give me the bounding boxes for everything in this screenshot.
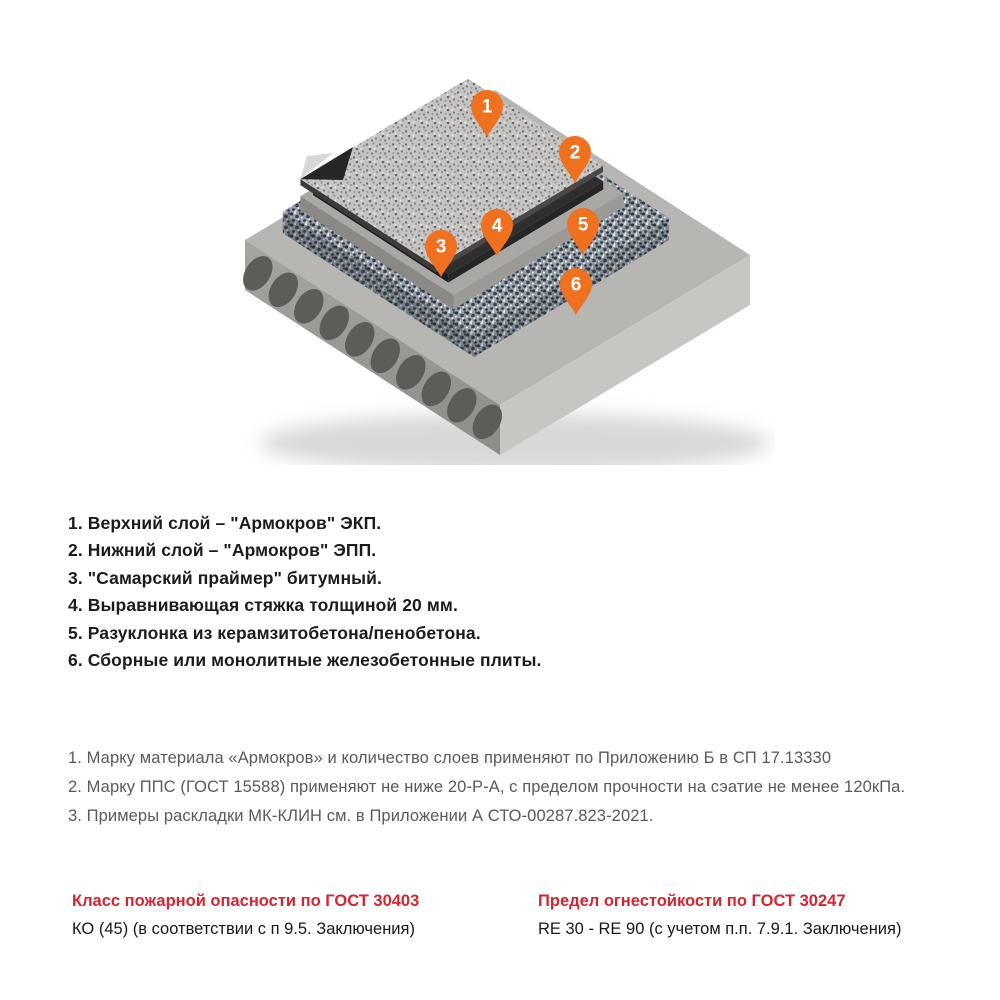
legend-item-5: 5. Разуклонка из керамзитобетона/пенобетона.: [68, 622, 481, 643]
marker-6-label: 6: [570, 274, 582, 296]
roof-layers-illustration: [235, 25, 775, 465]
legend-item-4: 4. Выравнивающая стяжка толщиной 20 мм.: [68, 595, 458, 616]
layers-legend: [68, 510, 541, 674]
marker-5-label: 5: [577, 214, 589, 236]
marker-4-label: 4: [491, 215, 503, 237]
fire-hazard-class-block: [72, 892, 419, 939]
fire-resistance-value: RE 30 - RE 90 (с учетом п.п. 7.9.1. Заключения): [538, 920, 902, 938]
footnote-1: 1. Марку материала «Армокров» и количество слоев применяют по Приложению Б в СП 17.13330: [68, 749, 832, 767]
fire-resistance-block: [538, 892, 901, 939]
fire-hazard-class-title: Класс пожарной опасности по ГОСТ 30403: [72, 892, 420, 910]
footnote-2: 2. Марку ППС (ГОСТ 15588) применяют не ниже 20-Р-А, с пределом прочности на сэатие не менее 120кПа.: [68, 777, 906, 796]
legend-item-3: 3. "Самарский праймер" битумный.: [68, 567, 382, 588]
fire-resistance-title: Предел огнестойкости по ГОСТ 30247: [538, 892, 846, 910]
fire-hazard-class-value: КО (45) (в соответствии с п 9.5. Заключения): [72, 920, 415, 938]
footnotes: [68, 744, 905, 830]
marker-1-label: 1: [481, 96, 493, 118]
legend-item-6: 6. Сборные или монолитные железобетонные плиты.: [68, 650, 542, 671]
legend-item-1: 1. Верхний слой – "Армокров" ЭКП.: [68, 513, 382, 533]
footnote-3: 3. Примеры раскладки МК-КЛИН см. в Приложении А СТО-00287.823-2021.: [68, 806, 654, 825]
marker-2-label: 2: [569, 142, 581, 164]
roof-layers-diagram: [235, 25, 775, 465]
legend-item-2: 2. Нижний слой – "Армокров" ЭПП.: [68, 540, 377, 561]
marker-3-label: 3: [435, 236, 447, 258]
